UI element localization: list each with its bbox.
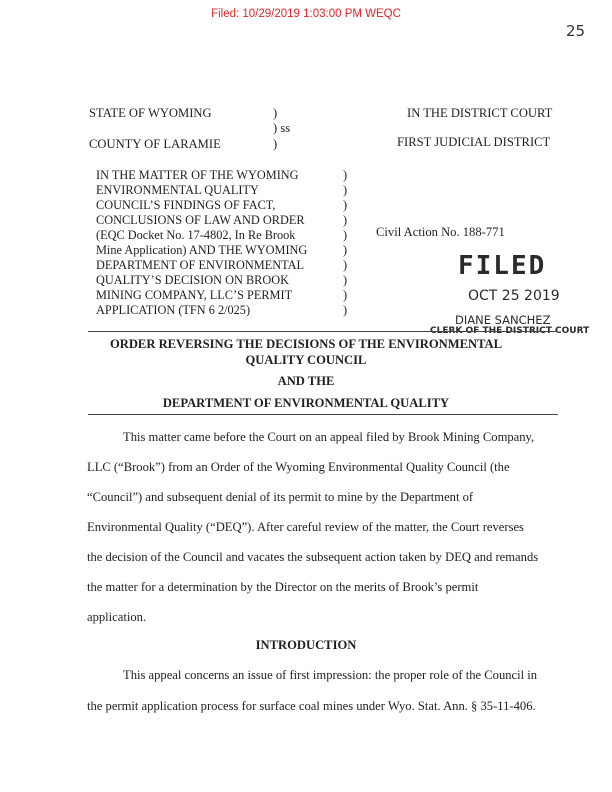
matter-line: DEPARTMENT OF ENVIRONMENTAL bbox=[96, 258, 305, 272]
order-title-line2: QUALITY COUNCIL bbox=[245, 353, 367, 367]
civil-action-number: Civil Action No. 188-771 bbox=[376, 225, 505, 239]
page-number: 25 bbox=[566, 22, 586, 40]
caption-state: STATE OF WYOMING bbox=[89, 106, 212, 120]
matter-line: MINING COMPANY, LLC’S PERMIT bbox=[96, 288, 293, 302]
clerk-name: DIANE SANCHEZ bbox=[455, 313, 551, 327]
caption-county: COUNTY OF LARAMIE bbox=[89, 137, 221, 151]
matter-line: APPLICATION (TFN 6 2/025) bbox=[96, 303, 251, 317]
body-line: Environmental Quality (“DEQ”). After careful review of the matter, the Court reverses bbox=[87, 520, 524, 534]
order-title-line3: AND THE bbox=[277, 374, 335, 388]
matter-paren: ) bbox=[343, 273, 348, 287]
matter-paren: ) bbox=[343, 168, 348, 182]
matter-line: QUALITY’S DECISION ON BROOK bbox=[96, 273, 289, 287]
body-line: This matter came before the Court on an appeal filed by Brook Mining Company, bbox=[123, 430, 535, 444]
matter-paren: ) bbox=[343, 183, 348, 197]
matter-paren: ) bbox=[343, 303, 348, 317]
matter-paren: ) bbox=[343, 288, 348, 302]
body-line: the decision of the Council and vacates the subsequent action taken by DEQ and remands bbox=[87, 550, 539, 564]
matter-paren: ) bbox=[343, 243, 348, 257]
filed-timestamp: Filed: 10/29/2019 1:03:00 PM WEQC bbox=[211, 8, 401, 20]
body-line: LLC (“Brook”) from an Order of the Wyoming Environmental Quality Council (the bbox=[87, 460, 510, 474]
body-line: the permit application process for surface coal mines under Wyo. Stat. Ann. § 35-11-406. bbox=[87, 699, 536, 713]
body-line: This appeal concerns an issue of first impression: the proper role of the Council in bbox=[123, 668, 538, 682]
body-line: application. bbox=[87, 610, 147, 624]
caption-paren-top: ) bbox=[273, 106, 278, 120]
matter-paren: ) bbox=[343, 228, 348, 242]
caption-district: FIRST JUDICIAL DISTRICT bbox=[397, 135, 551, 149]
body-line: “Council”) and subsequent denial of its permit to mine by the Department of bbox=[87, 490, 474, 504]
matter-paren: ) bbox=[343, 213, 348, 227]
filed-date: OCT 25 2019 bbox=[468, 288, 560, 304]
caption-court: IN THE DISTRICT COURT bbox=[407, 106, 553, 120]
body-line: the matter for a determination by the Director on the merits of Brook’s permit bbox=[87, 580, 479, 594]
introduction-heading: INTRODUCTION bbox=[255, 638, 357, 652]
matter-line: Mine Application) AND THE WYOMING bbox=[96, 243, 308, 257]
caption-ss: ) ss bbox=[273, 121, 291, 135]
order-title-line1: ORDER REVERSING THE DECISIONS OF THE ENVIRONMENTAL bbox=[109, 337, 503, 351]
order-title-line4: DEPARTMENT OF ENVIRONMENTAL QUALITY bbox=[162, 396, 450, 410]
matter-line: CONCLUSIONS OF LAW AND ORDER bbox=[96, 213, 305, 227]
matter-line: IN THE MATTER OF THE WYOMING bbox=[96, 168, 299, 182]
matter-line: ENVIRONMENTAL QUALITY bbox=[96, 183, 259, 197]
matter-paren: ) bbox=[343, 198, 348, 212]
filed-stamp: FILED bbox=[458, 251, 547, 281]
matter-line: (EQC Docket No. 17-4802, In Re Brook bbox=[96, 228, 296, 242]
clerk-title: CLERK OF THE DISTRICT COURT bbox=[430, 326, 590, 336]
top-divider bbox=[88, 331, 558, 332]
bottom-divider bbox=[88, 414, 558, 415]
matter-paren: ) bbox=[343, 258, 348, 272]
matter-line: COUNCIL’S FINDINGS OF FACT, bbox=[96, 198, 276, 212]
caption-paren-bottom: ) bbox=[273, 137, 278, 151]
